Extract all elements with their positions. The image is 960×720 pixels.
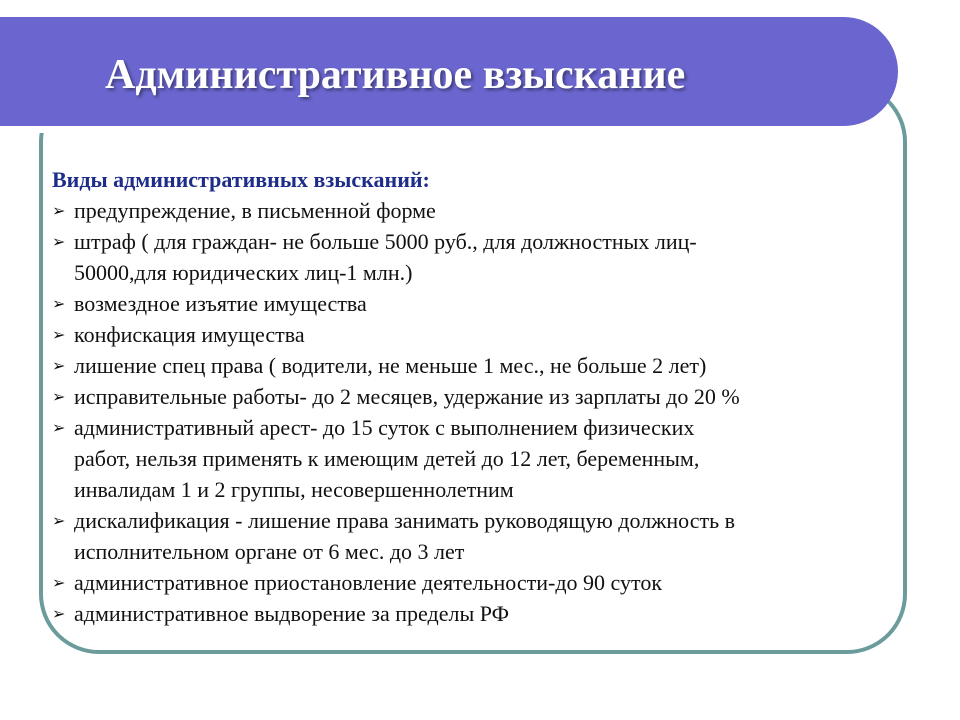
list-item: ➢ предупреждение, в письменной форме: [52, 195, 902, 226]
arrowhead-bullet-icon: ➢: [52, 418, 66, 437]
list-item: ➢ дискалификация - лишение права занимать руководящую должность в исполнительном органе от 6 мес. до 3 лет: [52, 505, 902, 567]
arrowhead-bullet-icon: ➢: [52, 325, 66, 344]
arrowhead-bullet-icon: ➢: [52, 511, 66, 530]
arrowhead-bullet-icon: ➢: [52, 604, 66, 623]
list-item: ➢ конфискация имущества: [52, 319, 902, 350]
list-item: ➢ штраф ( для граждан- не больше 5000 руб., для должностных лиц- 50000,для юридических лиц-1 млн.): [52, 226, 902, 288]
arrowhead-bullet-icon: ➢: [52, 387, 66, 406]
list-item: ➢ исправительные работы- до 2 месяцев, удержание из зарплаты до 20 %: [52, 381, 902, 412]
slide-body: [52, 166, 902, 629]
arrowhead-bullet-icon: ➢: [52, 201, 66, 220]
list-item: ➢ возмездное изъятие имущества: [52, 288, 902, 319]
list-item: ➢ административное выдворение за пределы РФ: [52, 598, 902, 629]
list-item: ➢ лишение спец права ( водители, не меньше 1 мес., не больше 2 лет): [52, 350, 902, 381]
arrowhead-bullet-icon: ➢: [52, 294, 66, 313]
title-underline: [0, 126, 848, 133]
list-item: ➢ административное приостановление деятельности-до 90 суток: [52, 567, 902, 598]
arrowhead-bullet-icon: ➢: [52, 573, 66, 592]
arrowhead-bullet-icon: ➢: [52, 232, 66, 251]
list-item: ➢ административный арест- до 15 суток с выполнением физических работ, нельзя применять к имеющим детей до 12 лет, беременным, инвалидам 1 и 2 группы, несовершеннолетним: [52, 412, 902, 505]
slide-title: Административное взыскание: [105, 52, 686, 98]
arrowhead-bullet-icon: ➢: [52, 356, 66, 375]
list-heading: Виды административных взысканий:: [52, 167, 430, 192]
penalty-list: [52, 195, 902, 629]
